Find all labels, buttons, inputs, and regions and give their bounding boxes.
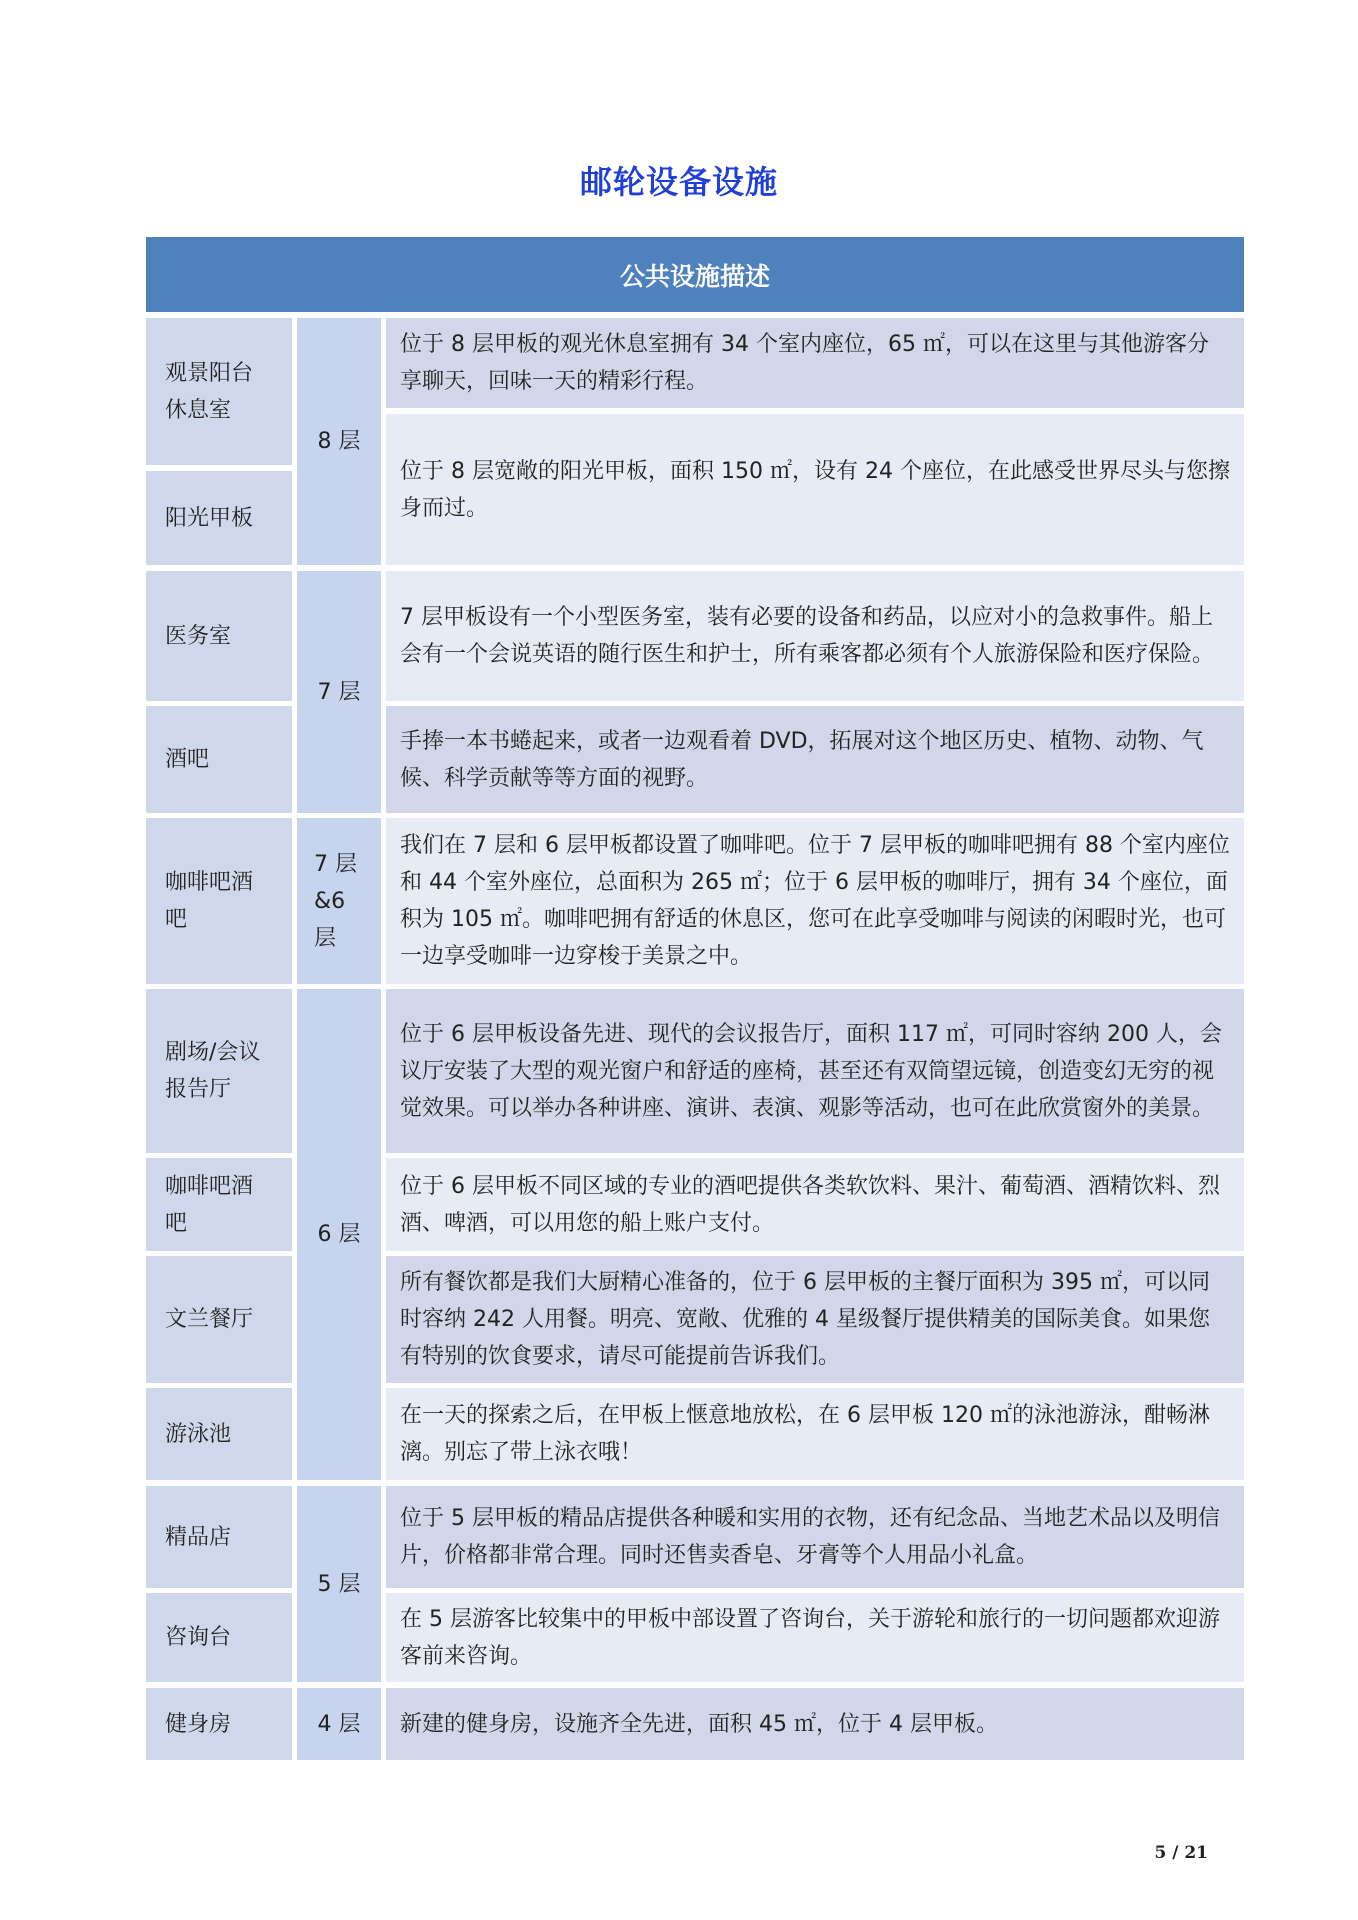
floor-cell: 6 层 (297, 989, 381, 1480)
table-header: 公共设施描述 (146, 237, 1244, 312)
facility-name: 阳光甲板 (146, 471, 292, 565)
page-number: 5 / 21 (1154, 1843, 1208, 1863)
facility-name: 医务室 (146, 571, 292, 701)
page-title: 邮轮设备设施 (579, 163, 778, 201)
facility-description: 手捧一本书蜷起来，或者一边观看着 DVD，拓展对这个地区历史、植物、动物、气候、科学贡献等等方面的视野。 (386, 706, 1244, 813)
floor-cell: 5 层 (297, 1486, 381, 1682)
facility-name: 观景阳台休息室 (146, 318, 292, 465)
floor-cell: 7 层 (297, 571, 381, 813)
facility-description: 新建的健身房，设施齐全先进，面积 45 ㎡，位于 4 层甲板。 (386, 1688, 1244, 1760)
facility-name: 剧场/会议报告厅 (146, 989, 292, 1153)
floor-cell: 7 层&6 层 (297, 818, 381, 984)
facility-description: 位于 6 层甲板设备先进、现代的会议报告厅，面积 117 ㎡，可同时容纳 200 人，会议厅安装了大型的观光窗户和舒适的座椅，甚至还有双筒望远镜，创造变幻无穷的视觉效果。可以举办各种讲座、演讲、表演、观影等活动，也可在此欣赏窗外的美景。 (386, 989, 1244, 1153)
facility-name: 健身房 (146, 1688, 292, 1760)
facility-description: 所有餐饮都是我们大厨精心准备的，位于 6 层甲板的主餐厅面积为 395 ㎡，可以同时容纳 242 人用餐。明亮、宽敞、优雅的 4 星级餐厅提供精美的国际美食。如果您有特别的饮食要求，请尽可能提前告诉我们。 (386, 1256, 1244, 1383)
facility-name: 咖啡吧酒吧 (146, 1158, 292, 1251)
floor-cell: 4 层 (297, 1688, 381, 1760)
facility-name: 精品店 (146, 1486, 292, 1588)
facility-name: 酒吧 (146, 706, 292, 813)
facility-name: 文兰餐厅 (146, 1256, 292, 1383)
facility-description: 位于 8 层甲板的观光休息室拥有 34 个室内座位，65 ㎡，可以在这里与其他游客分享聊天，回味一天的精彩行程。 (386, 318, 1244, 408)
facility-name: 咖啡吧酒吧 (146, 818, 292, 984)
facility-description: 在 5 层游客比较集中的甲板中部设置了咨询台，关于游轮和旅行的一切问题都欢迎游客前来咨询。 (386, 1593, 1244, 1682)
facility-description: 7 层甲板设有一个小型医务室，装有必要的设备和药品，以应对小的急救事件。船上会有一个会说英语的随行医生和护士，所有乘客都必须有个人旅游保险和医疗保险。 (386, 571, 1244, 701)
facility-description: 位于 8 层宽敞的阳光甲板，面积 150 ㎡，设有 24 个座位，在此感受世界尽头与您擦身而过。 (386, 414, 1244, 565)
facility-description: 位于 6 层甲板不同区域的专业的酒吧提供各类软饮料、果汁、葡萄酒、酒精饮料、烈酒、啤酒，可以用您的船上账户支付。 (386, 1158, 1244, 1251)
floor-cell: 8 层 (297, 318, 381, 565)
facility-description: 在一天的探索之后，在甲板上惬意地放松，在 6 层甲板 120 ㎡的泳池游泳，酣畅淋漓。别忘了带上泳衣哦！ (386, 1388, 1244, 1480)
facility-description: 位于 5 层甲板的精品店提供各种暖和实用的衣物，还有纪念品、当地艺术品以及明信片，价格都非常合理。同时还售卖香皂、牙膏等个人用品小礼盒。 (386, 1486, 1244, 1588)
facility-name: 游泳池 (146, 1388, 292, 1480)
facility-description: 我们在 7 层和 6 层甲板都设置了咖啡吧。位于 7 层甲板的咖啡吧拥有 88 个室内座位和 44 个室外座位，总面积为 265 ㎡；位于 6 层甲板的咖啡厅，拥有 34 个座位，面积为 105 ㎡。咖啡吧拥有舒适的休息区，您可在此享受咖啡与阅读的闲暇时光，也可一边享受咖啡一边穿梭于美景之中。 (386, 818, 1244, 984)
facility-name: 咨询台 (146, 1593, 292, 1682)
